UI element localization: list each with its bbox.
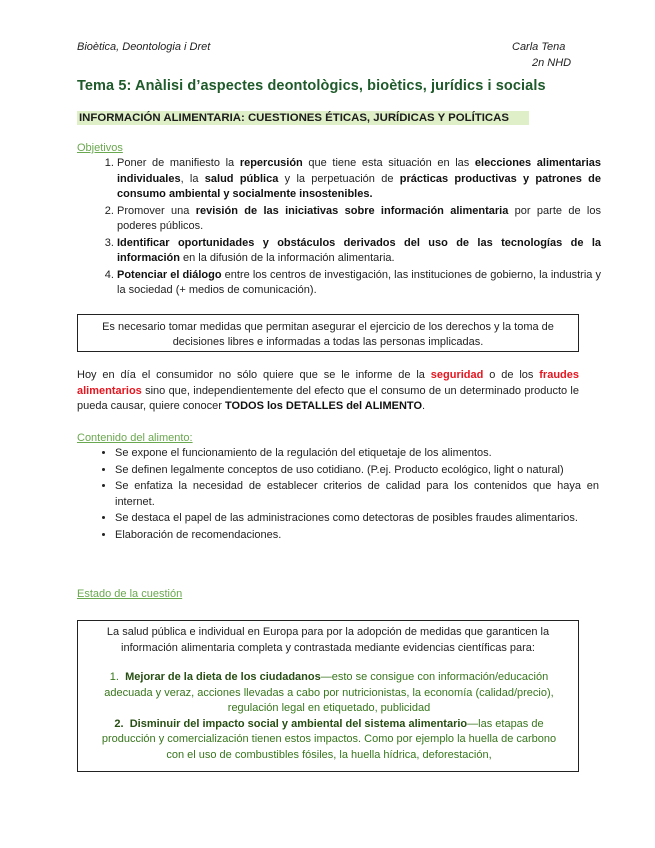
list-item: • Elaboración de recomendaciones.: [115, 528, 599, 544]
consumer-paragraph: Hoy en día el consumidor no sólo quiere que se le informe de la seguridad o de los fraudes alimentarios sino que, independientemente del efecto que el consumo de un determinado producto le pueda causar, quiere conocer TODOS los DETALLES del ALIMENTO.: [77, 369, 580, 412]
header-group: 2n NHD: [532, 57, 572, 69]
contenido-list: [95, 446, 599, 544]
objetivo-item: 4. Potenciar el diálogo entre los centros de investigación, las instituciones de gobierno, la industria y la sociedad (+ medios de comunicación).: [117, 268, 601, 299]
estado-item: 1. Mejorar de la dieta de los ciudadanos—esto se consigue con información/educación adecuada y veraz, acciones llevadas a cabo por nutricionistas, la economía (calidad/precio), regulación legal en etiquetado, publicidad: [104, 671, 554, 714]
estado-box: [77, 620, 579, 772]
contenido-heading: Contenido del alimento:: [77, 432, 193, 444]
page-title: Tema 5: Anàlisi d’aspectes deontològics, bioètics, jurídics i socials: [77, 78, 546, 94]
header-course: Bioètica, Deontologia i Dret: [77, 41, 211, 53]
estado-list: [96, 670, 562, 763]
page-subtitle: INFORMACIÓN ALIMENTARIA: CUESTIONES ÉTICAS, JURÍDICAS Y POLÍTICAS: [77, 111, 529, 125]
estado-intro: La salud pública e individual en Europa para por la adopción de medidas que garanticen la información alimentaria completa y contrastada mediante evidencias científicas para:: [106, 626, 550, 654]
highlight-seguridad: seguridad: [430, 369, 484, 381]
objetivos-list: [95, 156, 601, 300]
list-item: • Se destaca el papel de las administraciones como detectoras de posibles fraudes alimentarios.: [115, 511, 599, 527]
estado-item: 2. Disminuir del impacto social y ambiental del sistema alimentario—las etapas de producción y comercialización tienen estos impactos. Como por ejemplo la huella de carbono con el uso de combustibles fósiles, la huella hídrica, deforestación,: [101, 717, 557, 761]
list-item: • Se enfatiza la necesidad de establecer criterios de calidad para los contenidos que haya en internet.: [115, 479, 599, 510]
objetivo-item: 1. Poner de manifiesto la repercusión que tiene esta situación en las elecciones alimentarias individuales, la salud pública y la perpetuación de prácticas productivas y patrones de consumo ambiental y socialmente insostenibles.: [117, 156, 601, 203]
objetivos-heading: Objetivos: [77, 142, 123, 154]
estado-heading: Estado de la cuestión: [77, 588, 183, 600]
list-item: • Se expone el funcionamiento de la regulación del etiquetaje de los alimentos.: [115, 446, 599, 462]
header-author: Carla Tena: [512, 41, 566, 53]
objetivo-item: 2. Promover una revisión de las iniciativas sobre información alimentaria por parte de los poderes públicos.: [117, 204, 601, 235]
highlight-fraudes: fraudes alimentarios: [77, 369, 580, 397]
rights-callout-box: Es necesario tomar medidas que permitan asegurar el ejercicio de los derechos y la toma de decisiones libres e informadas a todas las personas implicadas.: [77, 314, 579, 352]
list-item: • Se definen legalmente conceptos de uso cotidiano. (P.ej. Producto ecológico, light o natural): [115, 463, 599, 479]
highlight-detalles: TODOS los DETALLES del ALIMENTO: [225, 400, 422, 412]
objetivo-item: 3. Identificar oportunidades y obstáculos derivados del uso de las tecnologías de la información en la difusión de la información alimentaria.: [117, 236, 601, 267]
